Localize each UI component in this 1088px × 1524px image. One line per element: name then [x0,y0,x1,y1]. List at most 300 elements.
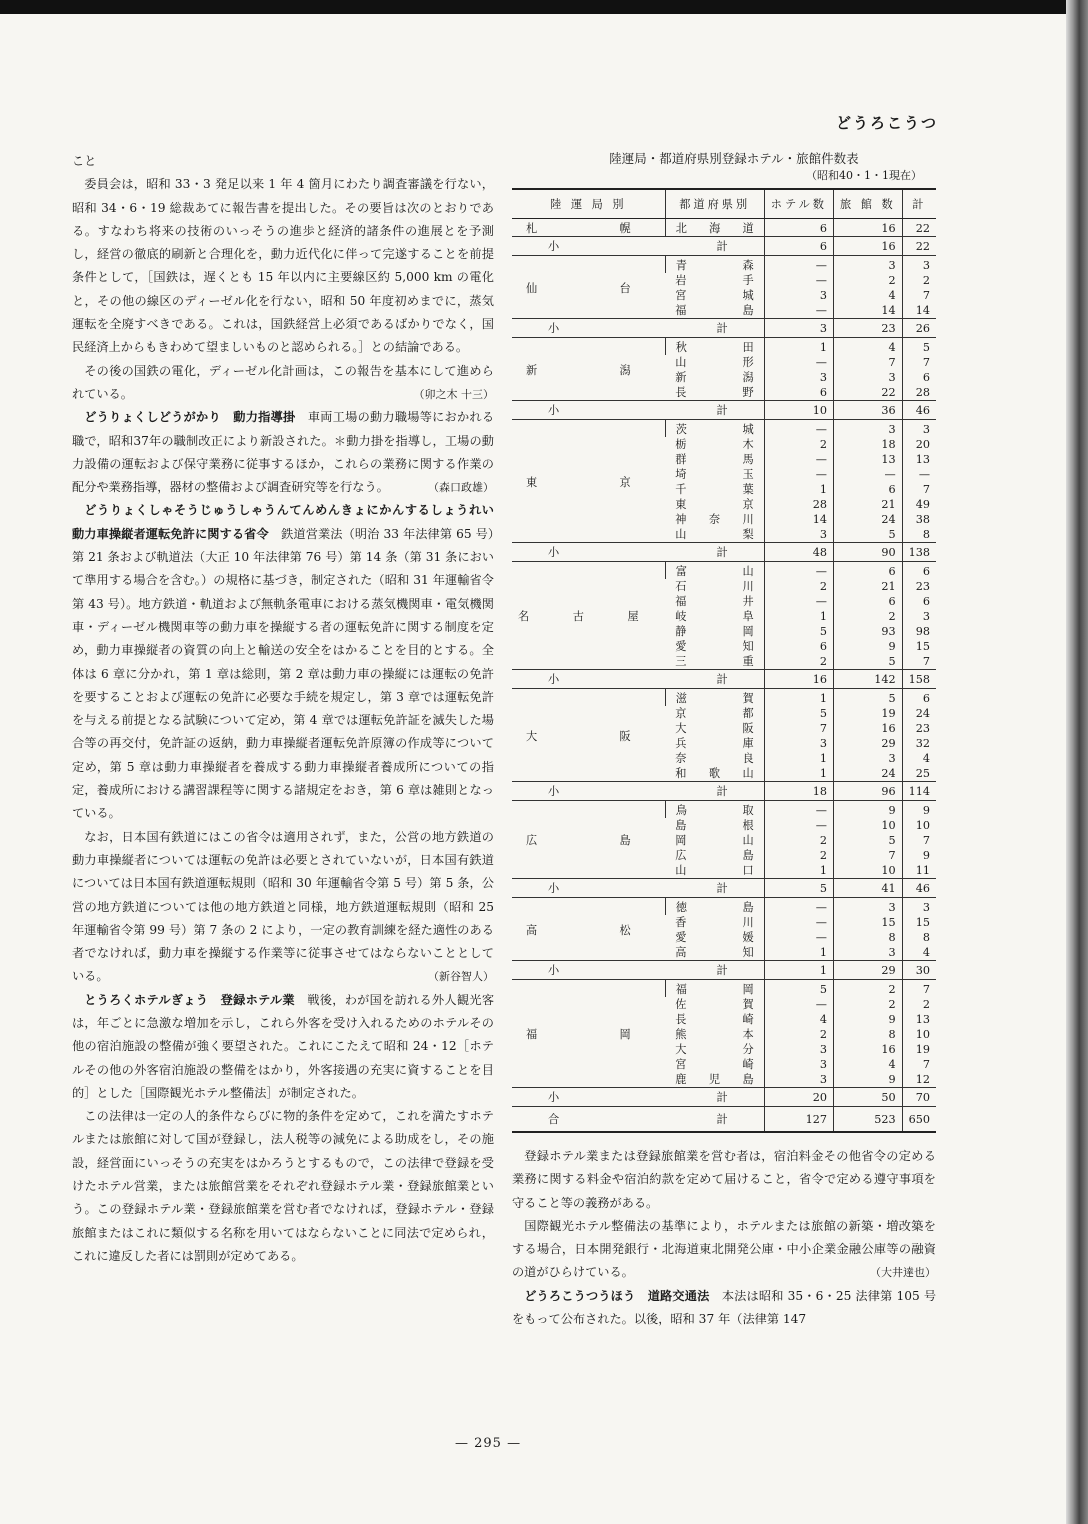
prefecture-cell: 山 形 [675,356,754,369]
right-column [512,150,936,1331]
hotel-count-cell: 1 [764,863,833,879]
ryokan-count-cell: 7 [833,848,902,863]
subtotal-ryokan-cell: 29 [833,961,902,980]
hotel-count-cell: 1 [764,609,833,624]
hotel-count-cell: 6 [764,219,833,237]
hotel-count-cell: 2 [764,654,833,670]
col-header: 旅 館 数 [833,189,902,219]
ryokan-count-cell: 2 [833,997,902,1012]
paragraph: その後の国鉄の電化，ディーゼル化計画は，この報告を基本にして進められている。 （卯之木 十三） [72,360,494,407]
col-header: ホテル数 [764,189,833,219]
subtotal-label-left: 小 [548,963,560,977]
col-header: 計 [902,189,936,219]
hotel-count-cell: 1 [764,945,833,961]
total-cell: 25 [902,766,936,782]
prefecture-cell: 長 野 [675,386,754,399]
ryokan-count-cell: 2 [833,980,902,998]
subtotal-row [512,670,936,689]
total-cell: 12 [902,1072,936,1088]
table-row [512,898,936,916]
hotel-count-cell: 6 [764,385,833,401]
subtotal-total-cell: 46 [902,401,936,420]
subtotal-total-cell: 22 [902,237,936,256]
hotel-count-cell: 2 [764,848,833,863]
prefecture-cell: 福 岡 [665,980,764,998]
ryokan-count-cell: 21 [833,497,902,512]
total-cell: 8 [902,930,936,945]
subtotal-row [512,961,936,980]
subtotal-label-left: 小 [548,1090,560,1104]
ryokan-count-cell: 8 [833,1027,902,1042]
prefecture-cell: 鹿児島 [675,1073,754,1086]
bureau-cell: 札 幌 [525,222,651,235]
paragraph: 登録ホテル業または登録旅館業を営む者は，宿泊料金その他省令の定める業務に関する料金や宿泊約款を定めて届けること，省令で定める遵守事項を守ること等の義務がある。 [512,1149,936,1210]
ryokan-count-cell: 9 [833,1012,902,1027]
hotel-count-cell: 4 [764,1012,833,1027]
prefecture-cell: 山 梨 [675,528,754,541]
prefecture-cell: 千 葉 [675,483,754,496]
hotel-count-cell: 2 [764,579,833,594]
subtotal-ryokan-cell: 41 [833,879,902,898]
ryokan-count-cell: 7 [833,355,902,370]
hotel-count-cell: 5 [764,706,833,721]
hotel-count-cell: 3 [764,1042,833,1057]
table-row [512,689,936,707]
ryokan-count-cell: 2 [833,609,902,624]
subtotal-label-left: 小 [548,403,560,417]
prefecture-cell: 滋 賀 [665,689,764,707]
subtotal-hotel-cell: 1 [764,961,833,980]
hotel-count-cell: — [764,420,833,438]
prefecture-cell: 高 知 [675,946,754,959]
subtotal-label-left: 小 [548,881,560,895]
total-cell: 5 [902,338,936,356]
hotel-count-cell: 3 [764,1057,833,1072]
hotel-count-cell: 1 [764,766,833,782]
grand-total-label-right: 計 [716,1112,728,1126]
hotel-count-cell: — [764,256,833,274]
page-number: — 295 — [455,1436,522,1451]
prefecture-cell: 埼 玉 [675,468,754,481]
grand-total-label-left: 合 [548,1112,560,1126]
total-cell: 3 [902,420,936,438]
hotel-count-cell: — [764,273,833,288]
col-header: 都道府県別 [665,189,764,219]
ryokan-count-cell: 16 [833,721,902,736]
hotel-count-cell: 28 [764,497,833,512]
table-row [512,219,936,237]
hotel-count-cell: 5 [764,980,833,998]
grand-total-total-cell: 650 [902,1107,936,1133]
entry-road-traffic-law: どうろこうつうほう 道路交通法 本法は昭和 35・6・25 法律第 105 号をもって公布された。以後，昭和 37 年（法律第 147 [512,1288,937,1327]
total-cell: 3 [902,609,936,624]
prefecture-cell: 香 川 [675,916,754,929]
hotel-count-cell: 6 [764,639,833,654]
total-cell: 9 [902,848,936,863]
hotel-count-cell: — [764,818,833,833]
subtotal-hotel-cell: 20 [764,1088,833,1107]
prefecture-cell: 三 重 [675,655,754,668]
grand-total-row [512,1107,936,1133]
prefecture-cell: 岡 山 [675,834,754,847]
ryokan-count-cell: 3 [833,420,902,438]
total-cell: 19 [902,1042,936,1057]
paragraph: 国際観光ホテル整備法の基準により，ホテルまたは旅館の新築・増改築をする場合，日本開発銀行・北海道東北開発公庫・中小企業金融公庫等の融資の道がひらけている。 （大井達也） [512,1215,936,1285]
prefecture-cell: 岐 阜 [675,610,754,623]
ryokan-count-cell: 5 [833,689,902,707]
ryokan-count-cell: 24 [833,766,902,782]
subtotal-label [512,782,764,801]
subtotal-row [512,879,936,898]
ryokan-count-cell: 5 [833,654,902,670]
total-cell: 2 [902,997,936,1012]
prefecture-cell: 宮 城 [675,289,754,302]
prefecture-cell: 和歌山 [675,767,754,780]
ryokan-count-cell: 15 [833,915,902,930]
subtotal-label [512,961,764,980]
subtotal-total-cell: 138 [902,543,936,562]
total-cell: 4 [902,751,936,766]
ryokan-count-cell: — [833,467,902,482]
hotel-count-cell: — [764,915,833,930]
prefecture-cell: 静 岡 [675,625,754,638]
subtotal-label-right: 計 [716,963,728,977]
prefecture-cell: 熊 本 [675,1028,754,1041]
subtotal-row [512,401,936,420]
entry-registered-hotel: とうろくホテルぎょう 登録ホテル業 戦後，わが国を訪れる外人観光客は，年ごとに急激な増加を示し，これら外客を受け入れるためのホテルその他の宿泊施設の整備が強く要望された。これにこたえて昭和 24・12［ホテルその他の外客宿泊施設の整備をはかり，外客接遇の充実に資することを目的］とした［国際観光ホテル整備法］が制定された。 [72,992,495,1100]
hotel-count-cell: 3 [764,1072,833,1088]
table-caption: 陸運局・都道府県別登録ホテル・旅館件数表 [609,151,859,166]
subtotal-hotel-cell: 16 [764,670,833,689]
prefecture-cell: 京 都 [675,707,754,720]
hotel-count-cell: — [764,562,833,580]
prefecture-cell: 兵 庫 [675,737,754,750]
total-cell: 6 [902,689,936,707]
subtotal-hotel-cell: 18 [764,782,833,801]
total-cell: 10 [902,1027,936,1042]
subtotal-label-left: 小 [548,672,560,686]
subtotal-label [512,319,764,338]
prefecture-cell: 鳥 取 [665,801,764,819]
total-cell: 7 [902,482,936,497]
total-cell: 10 [902,818,936,833]
total-cell: 9 [902,801,936,819]
bureau-cell: 東 京 [525,475,651,489]
author-signature: （大井達也） [870,1266,936,1280]
ryokan-count-cell: 13 [833,452,902,467]
subtotal-label [512,879,764,898]
ryokan-count-cell: 19 [833,706,902,721]
subtotal-label-right: 計 [716,784,728,798]
ryokan-count-cell: 3 [833,898,902,916]
prefecture-cell: 秋 田 [665,338,764,356]
ryokan-count-cell: 10 [833,863,902,879]
entry-headword: どうろこうつうほう 道路交通法 [524,1288,710,1303]
ryokan-count-cell: 5 [833,527,902,543]
total-cell: 14 [902,303,936,319]
subtotal-hotel-cell: 10 [764,401,833,420]
hotel-count-cell: 1 [764,689,833,707]
table-row [512,562,936,580]
subtotal-ryokan-cell: 90 [833,543,902,562]
prefecture-cell: 富 山 [665,562,764,580]
hotel-count-cell: 3 [764,288,833,303]
hotel-count-cell: — [764,997,833,1012]
entry-headword: とうろくホテルぎょう 登録ホテル業 [84,992,295,1007]
subtotal-label [512,1088,764,1107]
subtotal-label-right: 計 [716,881,728,895]
hotel-count-cell: — [764,355,833,370]
ryokan-count-cell: 18 [833,437,902,452]
total-cell: 4 [902,945,936,961]
ryokan-count-cell: 24 [833,512,902,527]
total-cell: 2 [902,273,936,288]
ryokan-count-cell: 6 [833,482,902,497]
subtotal-ryokan-cell: 23 [833,319,902,338]
ryokan-count-cell: 3 [833,256,902,274]
total-cell: 28 [902,385,936,401]
prefecture-cell: 茨 城 [665,420,764,438]
subtotal-ryokan-cell: 36 [833,401,902,420]
table-row [512,256,936,274]
author-signature: （新谷智人） [428,970,494,984]
subtotal-total-cell: 26 [902,319,936,338]
table-row [512,420,936,438]
entry-headword: どうりょくしゃそうじゅうしゃうんてんめんきょにかんするしょうれい 動力車操縦者運転免許に関する省令 [72,503,507,541]
hotel-count-cell: 2 [764,1027,833,1042]
subtotal-label-right: 計 [716,1090,728,1104]
subtotal-ryokan-cell: 16 [833,237,902,256]
bureau-cell: 高 松 [525,923,651,937]
total-cell: 22 [902,219,936,237]
table-date: （昭和40・1・1現在） [806,169,922,182]
prefecture-cell: 山 口 [675,864,754,877]
ryokan-count-cell: 5 [833,833,902,848]
subtotal-label [512,670,764,689]
total-cell: 7 [902,355,936,370]
total-cell: 7 [902,1057,936,1072]
table-row [512,801,936,819]
total-cell: 15 [902,639,936,654]
hotel-count-table [512,188,936,1133]
entry-headword: どうりょくしどうがかり 動力指導掛 [84,410,296,425]
subtotal-label-left: 小 [548,784,560,798]
subtotal-label-right: 計 [716,545,728,559]
ryokan-count-cell: 16 [833,1042,902,1057]
ryokan-count-cell: 3 [833,370,902,385]
subtotal-total-cell: 46 [902,879,936,898]
prefecture-cell: 北 海 道 [665,219,764,237]
total-cell: 13 [902,452,936,467]
paragraph: なお，日本国有鉄道にはこの省令は適用されず，また，公営の地方鉄道の動力車操縦者については運転の免許は必要とされていないが，日本国有鉄道については日本国有鉄道運転規則（昭和 30 年運輸省令第 5 号）第 5 条，公営の地方鉄道については他の地方鉄道と同様，地方鉄道運転規則（昭和 25 年運輸省令第 99 号）第 7 条の 2 により，一定の教育訓練を経た適性のある者でなければ，動力車を操縦する作業等に従事させてはならないこととしている。 （新谷智人） [72,826,494,989]
bureau-cell: 新 潟 [525,363,651,377]
prefecture-cell: 大 阪 [675,722,754,735]
subtotal-hotel-cell: 48 [764,543,833,562]
author-signature: （卯之木 十三） [413,387,494,401]
subtotal-ryokan-cell: 96 [833,782,902,801]
subtotal-label-right: 計 [716,239,728,253]
book-spine-edge [1066,0,1088,1524]
ryokan-count-cell: 6 [833,562,902,580]
total-cell: — [902,467,936,482]
subtotal-ryokan-cell: 142 [833,670,902,689]
col-header: 陸 運 局 別 [512,189,665,219]
total-cell: 24 [902,706,936,721]
ryokan-count-cell: 9 [833,801,902,819]
subtotal-label-right: 計 [716,403,728,417]
prefecture-cell: 青 森 [665,256,764,274]
total-cell: 6 [902,562,936,580]
prefecture-cell: 群 馬 [675,453,754,466]
hotel-count-cell: 5 [764,624,833,639]
subtotal-label-left: 小 [548,545,560,559]
running-header: どうろこうつ [835,114,938,132]
prefecture-cell: 宮 崎 [675,1058,754,1071]
hotel-count-cell: 1 [764,751,833,766]
grand-total-ryokan-cell: 523 [833,1107,902,1133]
total-cell: 3 [902,898,936,916]
ryokan-count-cell: 14 [833,303,902,319]
subtotal-total-cell: 30 [902,961,936,980]
prefecture-cell: 島 根 [675,819,754,832]
subtotal-hotel-cell: 5 [764,879,833,898]
subtotal-label [512,237,764,256]
subtotal-row [512,237,936,256]
bureau-cell: 名 古 屋 [518,610,659,623]
subtotal-total-cell: 114 [902,782,936,801]
author-signature: （森口政雄） [428,481,494,495]
prefecture-cell: 佐 賀 [675,998,754,1011]
prefecture-cell: 徳 島 [665,898,764,916]
subtotal-label [512,401,764,420]
total-cell: 23 [902,721,936,736]
subtotal-row [512,543,936,562]
prefecture-cell: 福 島 [675,304,754,317]
ryokan-count-cell: 3 [833,945,902,961]
prefecture-cell: 神奈川 [675,513,754,526]
subtotal-label-right: 計 [716,672,728,686]
subtotal-row [512,1088,936,1107]
total-cell: 38 [902,512,936,527]
subtotal-label-left: 小 [548,239,560,253]
total-cell: 7 [902,980,936,998]
total-cell: 13 [902,1012,936,1027]
hotel-count-cell: 3 [764,370,833,385]
total-cell: 7 [902,288,936,303]
paragraph: この法律は一定の人的条件ならびに物的条件を定めて，これを満たすホテルまたは旅館に対して国が登録し，法人税等の減免による助成をし，その施設，経営面にいっそうの充実をはかろうとするもので，この法律で登録を受けたホテル営業，または旅館営業をそれぞれ登録ホテル業・登録旅館業という。この登録ホテル業・登録旅館業を営む者でなければ，登録ホテル・登録旅館またはこれに類似する名称を用いてはならないことに同法で定められ，これに違反した者には罰則が定めてある。 [72,1109,494,1263]
total-cell: 11 [902,863,936,879]
prefecture-cell: 石 川 [675,580,754,593]
prefecture-cell: 栃 木 [675,438,754,451]
subtotal-label-right: 計 [716,321,728,335]
hotel-count-cell: 3 [764,736,833,751]
hotel-count-cell: 1 [764,338,833,356]
hotel-count-cell: — [764,930,833,945]
bureau-cell: 仙 台 [525,281,651,295]
ryokan-count-cell: 3 [833,751,902,766]
entry-license-ordinance: どうりょくしゃそうじゅうしゃうんてんめんきょにかんするしょうれい 動力車操縦者運転免許に関する省令 鉄道営業法（明治 33 年法律第 65 号）第 21 条および軌道法（大正 10 年法律第 76 号）第 14 条（第 31 条において準用する場合を含む。）の規格に基づき，制定された（昭和 31 年運輸省令第 43 号）。地方鉄道・軌道および無軌条電車における蒸気機関車・電気機関車・ディーゼル機関車等の動力車を操縦する者の運転免許に関する制度を定め，動力車操縦者の資質の向上と輸送の安全をはかることを目的とする。全体は 6 章に分かれ，第 1 章は総則，第 2 章は動力車の操縦には運転の免許を要することおよび運転の免許に必要な手続を規定し，第 3 章では運転免許を与える前提となる試験について定め，第 4 章では運転免許証を滅失した場合等の再交付，免許証の返納，動力車操縦者運転免許原簿の作成等について定め，第 5 章は動力車操縦者を養成する動力車操縦者養成所についての指定，養成所における講習課程等に関する諸規定をおき，第 6 章は雑則となっている。 [72,503,507,821]
bureau-cell: 大 阪 [525,729,651,743]
ryokan-count-cell: 9 [833,1072,902,1088]
prefecture-cell: 新 潟 [675,371,754,384]
total-cell: 7 [902,654,936,670]
right-text [512,1145,936,1331]
prefecture-cell: 長 崎 [675,1013,754,1026]
subtotal-label [512,543,764,562]
prefecture-cell: 大 分 [675,1043,754,1056]
grand-total-hotel-cell: 127 [764,1107,833,1133]
prefecture-cell: 広 島 [675,849,754,862]
total-cell: 32 [902,736,936,751]
hotel-count-cell: — [764,898,833,916]
subtotal-row [512,319,936,338]
table-header-row [512,189,936,219]
subtotal-total-cell: 70 [902,1088,936,1107]
ryokan-count-cell: 6 [833,594,902,609]
prefecture-cell: 岩 手 [675,274,754,287]
hotel-count-cell: 14 [764,512,833,527]
ryokan-count-cell: 16 [833,219,902,237]
subtotal-hotel-cell: 6 [764,237,833,256]
ryokan-count-cell: 21 [833,579,902,594]
ryokan-count-cell: 9 [833,639,902,654]
subtotal-ryokan-cell: 50 [833,1088,902,1107]
hotel-count-cell: 7 [764,721,833,736]
ryokan-count-cell: 2 [833,273,902,288]
ryokan-count-cell: 93 [833,624,902,639]
paragraph: こと [72,154,97,168]
scan-top-edge [0,0,1088,14]
ryokan-count-cell: 8 [833,930,902,945]
prefecture-cell: 愛 知 [675,640,754,653]
prefecture-cell: 愛 媛 [675,931,754,944]
total-cell: 6 [902,594,936,609]
hotel-count-cell: — [764,452,833,467]
entry-dorokushidogakari: どうりょくしどうがかり 動力指導掛 車両工場の動力職場等におかれる職で，昭和37年の職制改正により新設された。＊動力掛を指導し，工場の動力設備の運転および保守業務に従事するほか，これらの業務に関する作業の配分や業務指導，器材の整備および調査研究等を行なう。 （森口政雄） [72,406,494,499]
prefecture-cell: 奈 良 [675,752,754,765]
total-cell: 6 [902,370,936,385]
total-cell: 49 [902,497,936,512]
table-row [512,338,936,356]
prefecture-cell: 東 京 [675,498,754,511]
total-cell: 3 [902,256,936,274]
bureau-cell: 広 島 [525,834,651,847]
grand-total-label [512,1107,764,1133]
subtotal-row [512,782,936,801]
hotel-count-cell: 2 [764,437,833,452]
total-cell: 98 [902,624,936,639]
subtotal-label-left: 小 [548,321,560,335]
hotel-count-cell: 3 [764,527,833,543]
total-cell: 23 [902,579,936,594]
total-cell: 20 [902,437,936,452]
ryokan-count-cell: 4 [833,338,902,356]
ryokan-count-cell: 4 [833,288,902,303]
hotel-count-cell: 2 [764,833,833,848]
hotel-count-cell: 1 [764,482,833,497]
hotel-count-cell: — [764,594,833,609]
ryokan-count-cell: 22 [833,385,902,401]
total-cell: 15 [902,915,936,930]
ryokan-count-cell: 29 [833,736,902,751]
ryokan-count-cell: 10 [833,818,902,833]
bureau-cell: 福 岡 [525,1028,651,1041]
table-row [512,980,936,998]
hotel-count-cell: — [764,467,833,482]
subtotal-hotel-cell: 3 [764,319,833,338]
left-column [72,150,507,1268]
subtotal-total-cell: 158 [902,670,936,689]
